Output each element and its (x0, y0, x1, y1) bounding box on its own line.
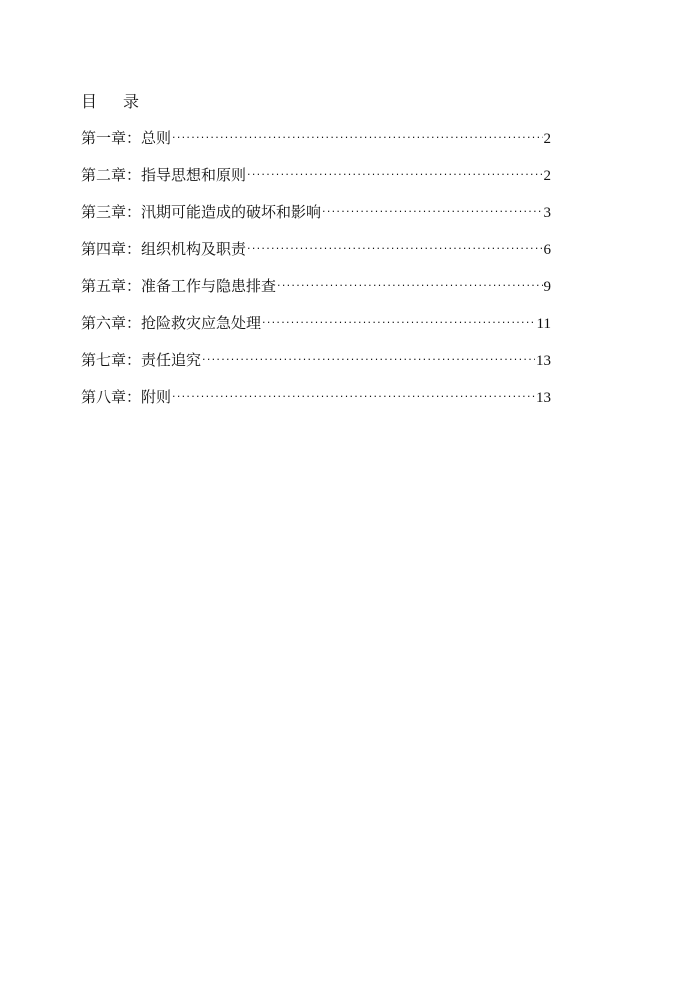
toc-chapter-title: 责任追究 (141, 351, 202, 369)
toc-dot-leader (202, 348, 535, 362)
toc-dot-leader (277, 274, 542, 288)
toc-entry-chapter-1[interactable] (81, 128, 551, 165)
toc-page-number: 13 (536, 353, 551, 369)
toc-chapter-number: 第三章： (81, 203, 142, 221)
toc-entry-chapter-3[interactable] (81, 202, 551, 239)
toc-entry-label (81, 313, 261, 333)
toc-entry-chapter-6[interactable] (81, 313, 551, 350)
toc-chapter-number: 第六章： (81, 314, 142, 332)
toc-entry-label (81, 276, 276, 296)
toc-page-number: 3 (543, 205, 551, 221)
toc-page-number: 11 (536, 316, 551, 332)
toc-entry-label (81, 239, 246, 259)
toc-entry-chapter-2[interactable] (81, 165, 551, 202)
toc-entry-label (81, 202, 321, 222)
toc-page-number: 2 (543, 168, 551, 184)
toc-heading-part1: 目 (81, 92, 98, 111)
toc-chapter-number: 第一章： (81, 129, 142, 147)
toc-entry-chapter-5[interactable] (81, 276, 551, 313)
toc-chapter-number: 第四章： (81, 240, 142, 258)
toc-chapter-title: 抢险救灾应急处理 (141, 314, 262, 332)
toc-entry-chapter-8[interactable] (81, 387, 551, 424)
toc-dot-leader (247, 163, 542, 177)
toc-entry-label (81, 350, 201, 370)
table-of-contents (81, 128, 551, 424)
toc-entry-chapter-4[interactable] (81, 239, 551, 276)
toc-chapter-number: 第二章： (81, 166, 142, 184)
toc-chapter-title: 组织机构及职责 (141, 240, 247, 258)
toc-dot-leader (262, 311, 536, 325)
toc-chapter-title: 附则 (141, 388, 172, 406)
toc-dot-leader (247, 237, 542, 251)
toc-page-number: 13 (536, 390, 551, 406)
toc-page-number: 2 (543, 131, 551, 147)
toc-chapter-title: 总则 (141, 129, 172, 147)
toc-chapter-number: 第七章： (81, 351, 142, 369)
toc-entry-label (81, 165, 246, 185)
toc-dot-leader (322, 200, 542, 214)
toc-page-number: 6 (543, 242, 551, 258)
toc-entry-label (81, 128, 171, 148)
toc-heading (81, 92, 139, 112)
toc-dot-leader (172, 385, 535, 399)
toc-page-number: 9 (543, 279, 551, 295)
toc-chapter-title: 指导思想和原则 (141, 166, 247, 184)
toc-dot-leader (172, 126, 542, 140)
toc-chapter-number: 第五章： (81, 277, 142, 295)
toc-chapter-title: 汛期可能造成的破坏和影响 (141, 203, 322, 221)
toc-chapter-number: 第八章： (81, 388, 142, 406)
toc-heading-part2: 录 (123, 92, 140, 111)
toc-chapter-title: 准备工作与隐患排查 (141, 277, 277, 295)
toc-entry-chapter-7[interactable] (81, 350, 551, 387)
toc-entry-label (81, 387, 171, 407)
